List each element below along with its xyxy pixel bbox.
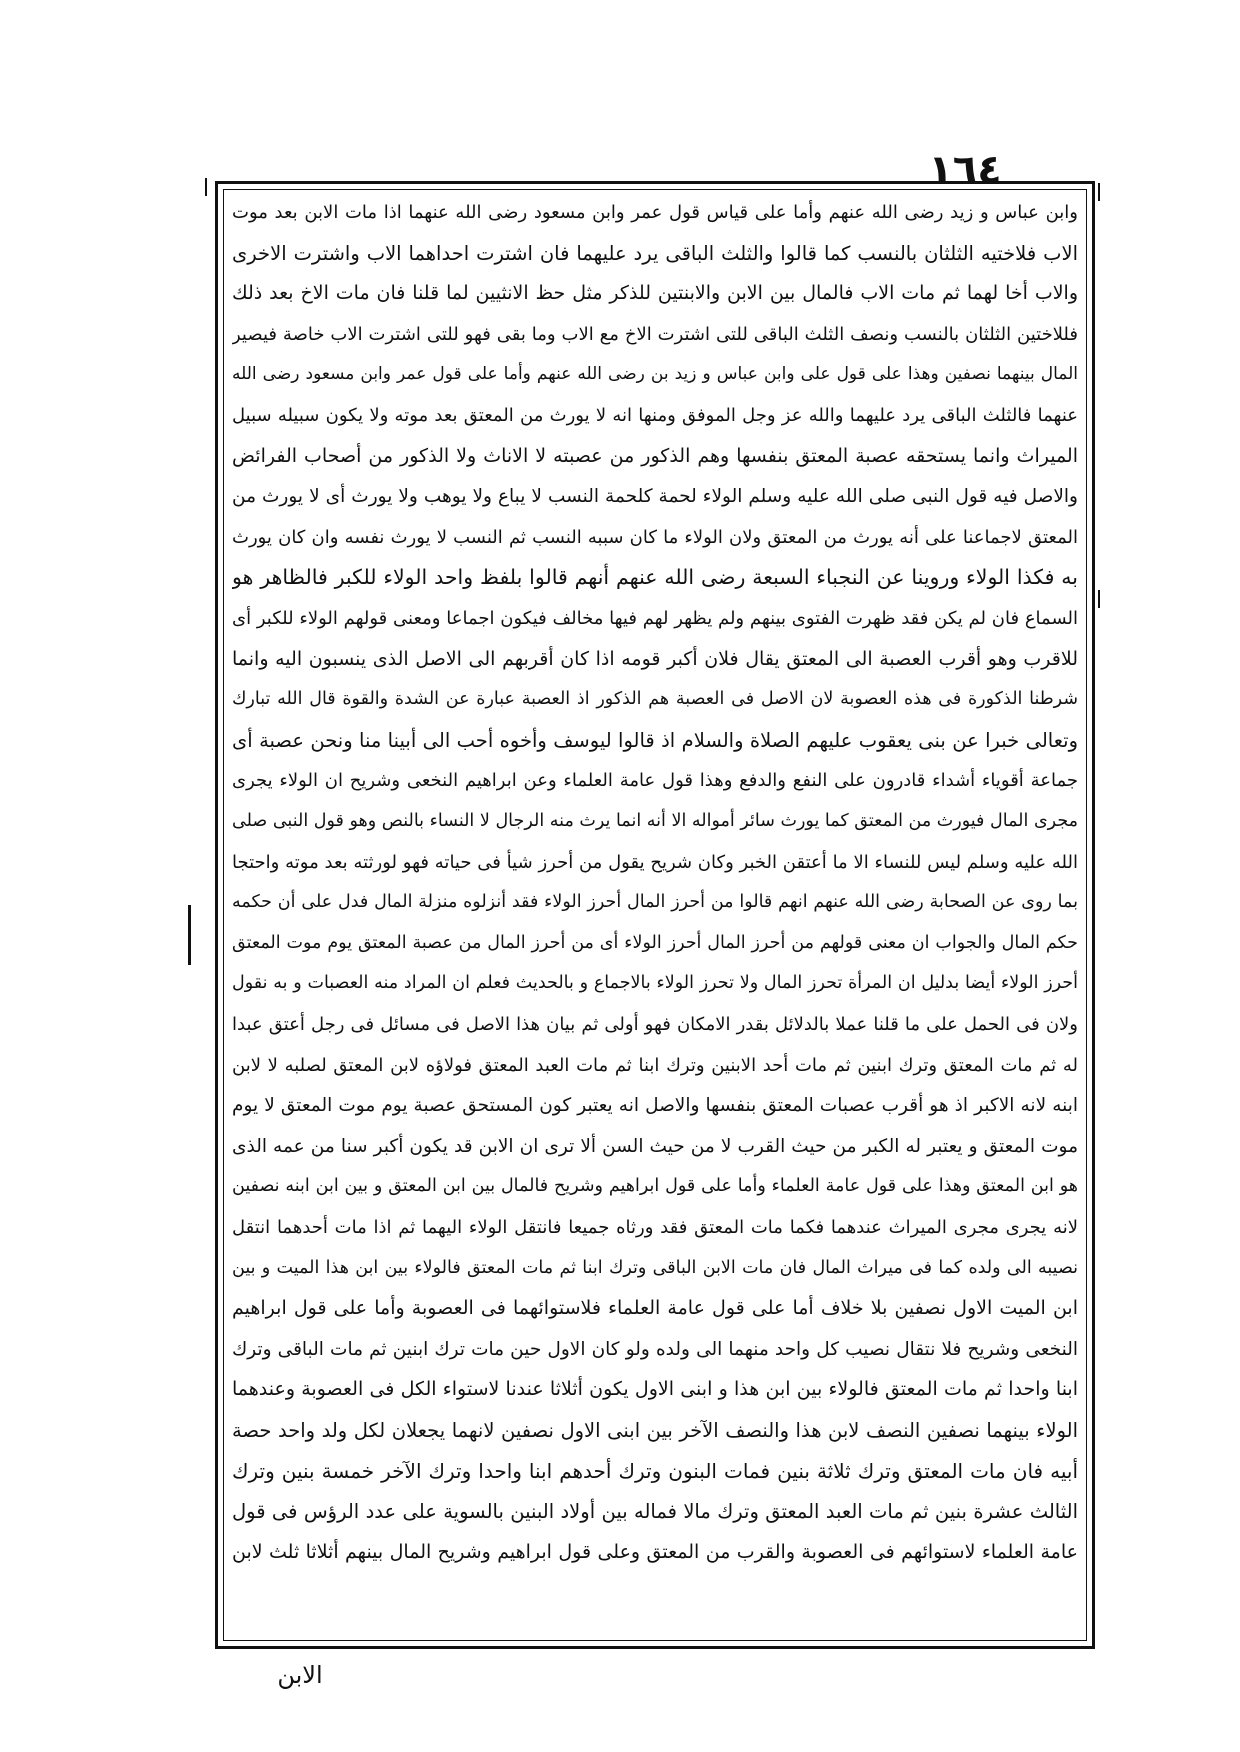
margin-mark [205,178,207,196]
text-line: حكم المال والجواب ان معنى قولهم من أحرز المال أحرز الولاء أى من أحرز المال من عصبة المعتق يوم موت المعتق [232,932,1078,953]
text-line: المعتق لاجماعنا على أنه يورث من المعتق ولان الولاء ما كان سببه النسب ثم النسب لا يورث نفسه وان كان يورث [232,526,1078,548]
text-line: نصيبه الى ولده كما فى ميراث المال فان مات الابن الباقى وترك ابنا ثم مات المعتق فالولاء بين ابن هذا الميت و بين [232,1257,1078,1278]
text-line: أحرز الولاء أيضا بدليل ان المرأة تحرز المال ولا تحرز الولاء بالاجماع و بالحديث فعلم ان المراد منه العصبات و به نقول [232,973,1078,994]
text-line: السماع فان لم يكن فقد ظهرت الفتوى بينهم ولم يظهر لهم فيها مخالف فيكون اجماعا ومعنى قولهم الولاء للكبر أى [232,608,1078,629]
catchword: الابن [277,1661,323,1689]
text-line: ابنه لانه الاكبر اذ هو أقرب عصبات المعتق بنفسها والاصل انه يعتبر كون المستحق عصبة يوم موت المعتق لا يوم [232,1095,1078,1117]
text-line: مجرى المال فيورث من المعتق كما يورث سائر أمواله الا أنه انما يرث منه الرجال لا النساء بالنص وهو قول النبى صلى [232,811,1078,831]
text-line: بما روى عن الصحابة رضى الله عنهم انهم قالوا من أحرز المال أحرز الولاء فقد أنزلوه منزلة المال فدل على أن حكمه [232,892,1078,913]
text-line: النخعى وشريح فلا نتقال نصيب كل واحد منهما الى ولده ولو كان الاول حين مات ترك ابنين ثم مات الباقى وترك [232,1338,1078,1360]
margin-mark [1098,590,1100,608]
text-line: المال بينهما نصفين وهذا على قول على وابن عباس و زيد بن رضى الله عنهم وأما على قول عمر وابن مسعود رضى الله [232,364,1078,385]
text-line: به فكذا الولاء وروينا عن النجباء السبعة رضى الله عنهم أنهم قالوا بلفظ واحد الولاء للكبر فالظاهر هو [232,565,1078,590]
text-line: له ثم مات المعتق وترك ابنين ثم مات أحد الابنين وترك ابنا ثم مات العبد المعتق فولاؤه لابن المعتق لصلبه لا لابن [232,1054,1078,1076]
text-line: عامة العلماء لاستوائهم فى العصوبة والقرب من المعتق وعلى قول ابراهيم وشريح المال بينهم أثلاثا ثلث لابن [232,1540,1078,1563]
text-line: موت المعتق و يعتبر له الكبر من حيث القرب لا من حيث السن ألا ترى ان الابن قد يكون أكبر سنا من عمه الذى [232,1135,1078,1157]
text-line: الثالث عشرة بنين ثم مات العبد المعتق وترك مالا فماله بين أولاد البنين بالسوية على عدد الرؤس فى قول [232,1500,1078,1524]
text-line: جماعة أقوياء أشداء قادرون على النفع والدفع وهذا قول عامة العلماء وعن ابراهيم النخعى وشريح ان الولاء يجرى [232,770,1078,792]
text-line: وتعالى خبرا عن بنى يعقوب عليهم الصلاة والسلام اذ قالوا ليوسف وأخوه أحب الى أبينا منا ونحن عصبة أى [232,728,1078,752]
text-line: للاقرب وهو أقرب العصبة الى المعتق يقال فلان أكبر قومه اذا كان أقربهم الى الاصل الذى ينسبون اليه وانما [232,647,1078,670]
margin-mark [1098,183,1100,201]
text-line: والاب أخا لهما ثم مات الاب فالمال بين الابن والابنتين للذكر مثل حظ الانثيين لما قلنا فان مات الاخ بعد ذلك [232,282,1078,305]
text-line: الاب فلاختيه الثلثان بالنسب كما قالوا والثلث الباقى يرد عليهما فان اشترت احداهما الاب واشترت الاخرى [232,241,1078,265]
text-line: عنهما فالثلث الباقى يرد عليهما والله عز وجل الموفق ومنها انه لا يورث من المعتق بعد موته ولا يكون سبيله سبيل [232,405,1078,426]
text-line: أبيه فان مات المعتق وترك ثلاثة بنين فمات البنون وترك أحدهم ابنا واحدا وترك الآخر خمسة بنين وترك [232,1458,1078,1483]
margin-mark [188,905,191,965]
text-line: الله عليه وسلم ليس للنساء الا ما أعتقن الخبر وكان شريح يقول من أحرز شيأ فى حياته فهو لورثته بعد موته واحتجا [232,851,1078,873]
text-line: فللاختين الثلثان بالنسب ونصف الثلث الباقى للتى اشترت الاخ مع الاب وما بقى فهو للتى اشترت الاب خاصة فيصير [232,323,1078,345]
text-line: لانه يجرى مجرى الميراث عندهما فكما مات المعتق فقد ورثاه جميعا فانتقل الولاء اليهما ثم اذا مات أحدهما انتقل [232,1217,1078,1238]
text-line: وابن عباس و زيد رضى الله عنهم وأما على قياس قول عمر وابن مسعود رضى الله عنهما اذا مات الابن بعد موت [232,202,1078,223]
body-text [232,194,1078,1634]
text-line: شرطنا الذكورة فى هذه العصوبة لان الاصل فى العصبة هم الذكور اذ العصبة عبارة عن الشدة والقوة قال الله تبارك [232,689,1078,710]
text-line: هو ابن المعتق وهذا على قول عامة العلماء وأما على قول ابراهيم وشريح فالمال بين ابن المعتق و بين ابن ابنه نصفين [232,1176,1078,1197]
text-line: ولان فى الحمل على ما قلنا عملا بالدلائل بقدر الامكان فهو أولى ثم بيان هذا الاصل فى مسائل فى رجل أعتق عبدا [232,1014,1078,1035]
text-line: ابنا واحدا ثم مات المعتق فالولاء بين ابن هذا و ابنى الاول يكون أثلاثا عندنا لاستواء الكل فى العصوبة وعندهما [232,1378,1078,1401]
page-number: ١٦٤ [928,147,1002,193]
text-line: ابن الميت الاول نصفين بلا خلاف أما على قول عامة العلماء فلاستوائهما فى العصوبة وأما على قول ابراهيم [232,1297,1078,1320]
text-line: الولاء بينهما نصفين النصف لابن هذا والنصف الآخر بين ابنى الاول نصفين لانهما يجعلان لكل ولد واحد حصة [232,1419,1078,1442]
text-line: الميراث وانما يستحقه عصبة المعتق بنفسها وهم الذكور من عصبته لا الاناث ولا الذكور من أصحاب الفرائض [232,444,1078,467]
text-line: والاصل فيه قول النبى صلى الله عليه وسلم الولاء لحمة كلحمة النسب لا يباع ولا يوهب ولا يورث أى لا يورث من [232,486,1078,508]
